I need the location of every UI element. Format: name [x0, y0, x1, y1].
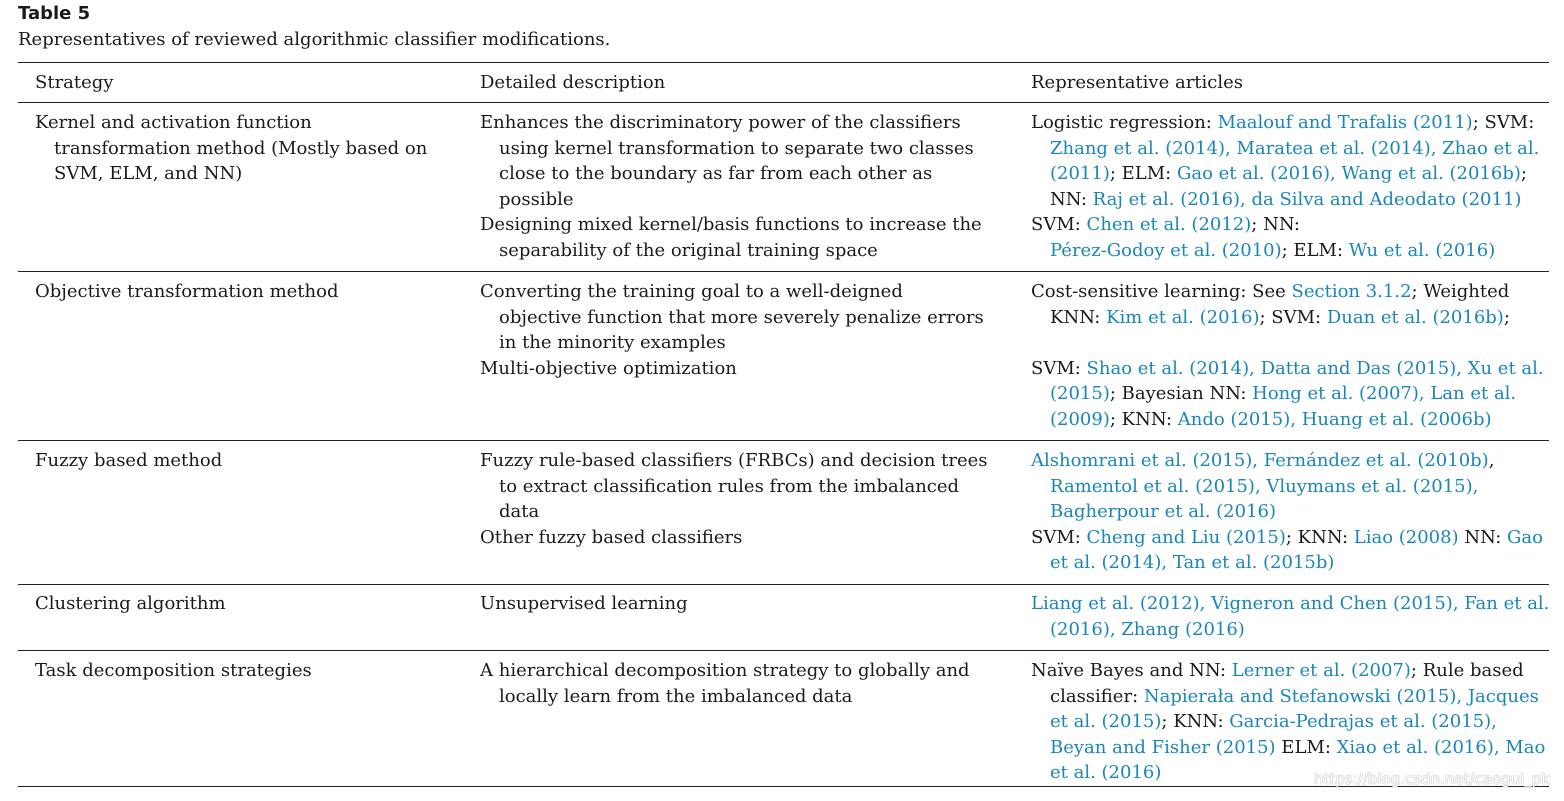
description-line: Designing mixed kernel/basis functions to increase the	[480, 214, 982, 236]
strategy-line: transformation method (Mostly based on	[54, 137, 428, 159]
top-rule	[18, 62, 1549, 63]
description-line: close to the boundary as far from each other as	[499, 163, 933, 185]
citation-link[interactable]: Beyan and Fisher (2015)	[1050, 736, 1276, 758]
articles-line: classifier: Napierała and Stefanowski (2015), Jacques	[1050, 685, 1539, 707]
strategy-line: SVM, ELM, and NN)	[54, 163, 243, 185]
articles-line: SVM: Cheng and Liu (2015); KNN: Liao (2008) NN: Gao	[1031, 526, 1543, 548]
description-line: Multi-objective optimization	[480, 357, 737, 379]
citation-link[interactable]: (2016), Zhang (2016)	[1050, 618, 1245, 640]
citation-link[interactable]: Bagherpour et al. (2016)	[1050, 501, 1277, 523]
citation-link[interactable]: Raj et al. (2016), da Silva and Adeodato (2011)	[1092, 188, 1522, 210]
articles-line	[1031, 474, 1543, 500]
table-caption-text: Representatives of reviewed algorithmic classifier modifications.	[18, 29, 611, 50]
description-line: possible	[499, 188, 574, 210]
articles-line	[1031, 499, 1543, 525]
header-articles: Representative articles	[1031, 72, 1244, 93]
strategy-line: Task decomposition strategies	[35, 660, 312, 681]
citation-link[interactable]: Garcia-Pedrajas et al. (2015),	[1229, 711, 1497, 733]
citation-link[interactable]: Gao	[1506, 526, 1543, 548]
description-cell	[480, 658, 970, 709]
citation-link[interactable]: Maalouf and Trafalis (2011)	[1217, 112, 1473, 133]
description-line: A hierarchical decomposition strategy to globally and	[480, 660, 970, 681]
row-rule	[18, 584, 1549, 585]
citation-link[interactable]: Xiao et al. (2016), Mao	[1336, 736, 1546, 758]
citation-link[interactable]: Pérez-Godoy et al. (2010)	[1050, 239, 1282, 261]
articles-line: NN: Raj et al. (2016), da Silva and Adeodato (2011)	[1050, 188, 1522, 210]
row-rule	[18, 650, 1549, 651]
table-caption-title: Table 5	[18, 3, 91, 24]
description-line: Other fuzzy based classifiers	[480, 526, 743, 548]
description-line: Converting the training goal to a well-deigned	[480, 281, 903, 302]
citation-link[interactable]: Kim et al. (2016)	[1106, 306, 1260, 328]
articles-cell	[1031, 448, 1543, 576]
description-line: in the minority examples	[499, 332, 726, 354]
citation-link[interactable]: et al. (2014), Tan et al. (2015b)	[1050, 552, 1335, 574]
citation-link[interactable]: (2009)	[1050, 408, 1110, 430]
header-strategy: Strategy	[35, 72, 114, 93]
citation-link[interactable]: Shao et al. (2014), Datta and Das (2015), Xu et al.	[1086, 357, 1544, 379]
articles-cell	[1031, 591, 1549, 642]
strategy-cell	[35, 279, 338, 305]
description-line: Unsupervised learning	[480, 593, 688, 614]
description-line: locally learn from the imbalanced data	[499, 685, 853, 707]
articles-line: et al. (2015); KNN: Garcia-Pedrajas et al. (2015),	[1050, 711, 1497, 733]
description-line: Fuzzy rule-based classifiers (FRBCs) and decision trees	[480, 450, 988, 471]
citation-link[interactable]: Lerner et al. (2007)	[1231, 660, 1411, 681]
strategy-line: Clustering algorithm	[35, 593, 226, 614]
description-line: Enhances the discriminatory power of the classifiers	[480, 112, 961, 133]
description-cell	[480, 591, 688, 617]
citation-link[interactable]: Chen et al. (2012)	[1086, 214, 1252, 236]
citation-link[interactable]: Wu et al. (2016)	[1348, 239, 1496, 261]
articles-line	[1031, 591, 1549, 617]
citation-link[interactable]: et al. (2016)	[1050, 762, 1162, 784]
description-line: separability of the original training space	[499, 239, 878, 261]
articles-line: (2009); KNN: Ando (2015), Huang et al. (2006b)	[1050, 408, 1492, 430]
articles-spacer	[1031, 330, 1544, 356]
strategy-cell	[35, 110, 427, 187]
header-rule	[18, 102, 1549, 103]
description-cell	[480, 279, 984, 381]
citation-link[interactable]: Ando (2015), Huang et al. (2006b)	[1177, 408, 1492, 430]
articles-cell	[1031, 279, 1544, 433]
citation-link[interactable]: Liao (2008)	[1353, 526, 1459, 548]
articles-line: Pérez-Godoy et al. (2010); ELM: Wu et al. (2016)	[1050, 239, 1496, 261]
articles-line: (2011); ELM: Gao et al. (2016), Wang et al. (2016b);	[1050, 163, 1527, 185]
citation-link[interactable]: (2015)	[1050, 383, 1110, 405]
citation-link[interactable]: Cheng and Liu (2015)	[1086, 526, 1286, 548]
description-cell	[480, 448, 988, 550]
citation-link[interactable]: Liang et al. (2012), Vigneron and Chen (2015), Fan et al.	[1031, 593, 1550, 614]
citation-link[interactable]: Section 3.1.2	[1291, 281, 1412, 302]
articles-line: SVM: Chen et al. (2012); NN:	[1031, 214, 1300, 236]
citation-link[interactable]: Zhang et al. (2014), Maratea et al. (2014), Zhao et al.	[1050, 137, 1540, 159]
articles-cell	[1031, 110, 1539, 264]
articles-line: SVM: Shao et al. (2014), Datta and Das (2015), Xu et al.	[1031, 357, 1544, 379]
citation-link[interactable]: Napierała and Stefanowski (2015), Jacques	[1143, 685, 1539, 707]
citation-link[interactable]: Alshomrani et al. (2015), Fernández et al. (2010b)	[1031, 450, 1489, 471]
strategy-line: Kernel and activation function	[35, 112, 312, 133]
articles-line: (2015); Bayesian NN: Hong et al. (2007), Lan et al.	[1050, 383, 1517, 405]
citation-link[interactable]: Ramentol et al. (2015), Vluymans et al. (2015),	[1050, 475, 1479, 497]
articles-line	[1031, 617, 1549, 643]
articles-line	[1031, 136, 1539, 162]
articles-line: Naïve Bayes and NN: Lerner et al. (2007); Rule based	[1031, 660, 1524, 681]
description-cell	[480, 110, 982, 264]
articles-line: Logistic regression: Maalouf and Trafalis (2011); SVM:	[1031, 112, 1535, 133]
citation-link[interactable]: (2011)	[1050, 163, 1110, 185]
citation-link[interactable]: Gao et al. (2016), Wang et al. (2016b)	[1176, 163, 1521, 185]
articles-line: Cost-sensitive learning: See Section 3.1.2; Weighted	[1031, 281, 1510, 302]
strategy-line: Fuzzy based method	[35, 450, 223, 471]
citation-link[interactable]: Hong et al. (2007), Lan et al.	[1252, 383, 1517, 405]
header-description: Detailed description	[480, 72, 666, 93]
articles-line: Alshomrani et al. (2015), Fernández et al. (2010b),	[1031, 450, 1495, 471]
row-rule	[18, 440, 1549, 441]
strategy-cell	[35, 591, 226, 617]
citation-link[interactable]: et al. (2015)	[1050, 711, 1162, 733]
watermark: https://blog.csdn.net/caogui_pk	[1314, 770, 1550, 788]
strategy-line: Objective transformation method	[35, 281, 339, 302]
articles-line: Beyan and Fisher (2015) ELM: Xiao et al. (2016), Mao	[1050, 736, 1546, 758]
articles-cell	[1031, 658, 1545, 786]
articles-line	[1031, 550, 1543, 576]
strategy-cell	[35, 448, 222, 474]
citation-link[interactable]: Duan et al. (2016b)	[1326, 306, 1504, 328]
description-line: data	[499, 501, 540, 523]
description-line: to extract classification rules from the imbalanced	[499, 475, 960, 497]
description-line: objective function that more severely penalize errors	[499, 306, 984, 328]
row-rule	[18, 271, 1549, 272]
description-line: using kernel transformation to separate two classes	[499, 137, 974, 159]
articles-line: KNN: Kim et al. (2016); SVM: Duan et al. (2016b);	[1050, 306, 1510, 328]
strategy-cell	[35, 658, 312, 684]
